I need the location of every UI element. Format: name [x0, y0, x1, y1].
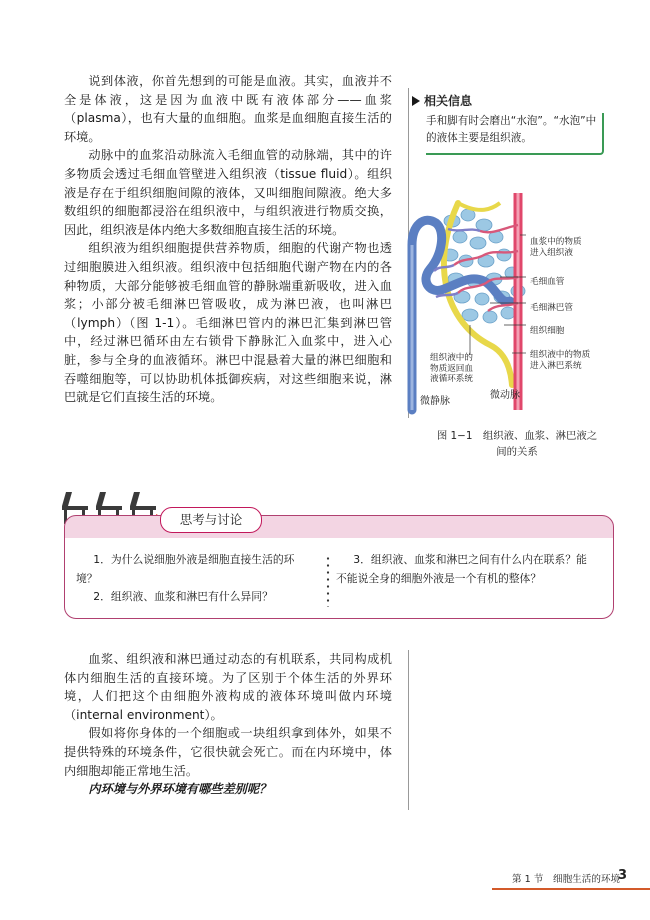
paragraph-2: 动脉中的血浆沿动脉流入毛细血管的动脉端，其中的许多物质会透过毛细血管壁进入组织液（tissue fluid）。组织液是存在于组织细胞间隙的液体，又叫细胞间隙液。绝大多数组织的细胞都浸浴在组织液中，与组织液进行物质交换，因此，组织液是体内绝大多数细胞直接生活的环境。 [64, 148, 392, 237]
main-text-bottom [64, 650, 392, 799]
label-plasma-line2: 进入组织液 [530, 247, 573, 258]
related-info-heading [412, 92, 612, 109]
label-plasma-to-tissue [530, 237, 582, 258]
paragraph-1: 说到体液，你首先想到的可能是血液。其实，血液并不全是体液，这是因为血液中既有液体部分——血浆（plasma），也有大量的血细胞。血浆是血细胞直接生活的环境。 [64, 74, 392, 144]
paragraph-4: 血浆、组织液和淋巴通过动态的有机联系，共同构成机体内细胞生活的直接环境。为了区别于个体生活的外界环境，人们把这个由细胞外液构成的液体环境叫做内环境（internal environment）。 [64, 652, 392, 722]
discussion-left-column [76, 551, 316, 607]
label-tissue-return [430, 353, 473, 385]
label-tissue-cell: 组织细胞 [530, 326, 565, 336]
footer-rule [492, 888, 650, 890]
column-divider-bottom [408, 650, 409, 810]
caption-line-1: 图 1−1 组织液、血浆、淋巴液之 [436, 430, 598, 442]
triangle-bullet-icon [412, 96, 420, 106]
main-text-top [64, 72, 392, 407]
label-return-line2: 物质返回血 [430, 363, 473, 374]
related-info-title: 相关信息 [424, 94, 473, 108]
paragraph-3: 组织液为组织细胞提供营养物质，细胞的代谢产物也透过细胞膜进入组织液。组织液中包括细胞代谢产物在内的各种物质，大部分能够被毛细血管的静脉端重新吸收，进入血浆；小部分被毛细淋巴管吸收，成为淋巴液，也叫淋巴（lymph）（图 1-1）。毛细淋巴管内的淋巴汇集到淋巴管中，经过淋巴循环由左右锁骨下静脉汇入血浆中，进入心脏，参与全身的血液循环。淋巴中混悬着大量的淋巴细胞和吞噬细胞等，可以协助机体抵御疾病，对这些细胞来说，淋巴就是它们直接生活的环境。 [64, 241, 392, 405]
label-return-line3: 液循环系统 [430, 374, 473, 384]
figure-1-1 [400, 185, 640, 415]
question-line: 内环境与外界环境有哪些差别呢？ [88, 782, 272, 797]
discussion-question-1: 1．为什么说细胞外液是细胞直接生活的环境？ [76, 553, 295, 585]
label-lymph-line2: 进入淋巴系统 [530, 360, 582, 371]
discussion-question-3: 3．组织液、血浆和淋巴之间有什么内在联系？能不能说全身的细胞外液是一个有机的整体？ [336, 553, 587, 585]
page-number: 3 [618, 868, 628, 883]
footer-section: 第 1 节 细胞生活的环境 [512, 874, 621, 885]
label-capillary: 毛细血管 [530, 277, 565, 287]
discussion-right-column [336, 551, 596, 588]
label-return-line1: 组织液中的 [430, 353, 473, 363]
caption-line-2: 间的关系 [496, 446, 538, 458]
paragraph-5: 假如将你身体的一个细胞或一块组织拿到体外，如果不提供特殊的环境条件，它很快就会死亡。而在内环境中，体内细胞却能正常地生活。 [64, 726, 392, 778]
dotted-divider [326, 555, 330, 607]
related-info-note [412, 92, 612, 155]
label-arteriole: 微动脉 [490, 390, 520, 401]
label-tissue-to-lymph [530, 350, 590, 371]
related-info-text: 手和脚有时会磨出“水泡”。“水泡”中的液体主要是组织液。 [426, 113, 604, 155]
discussion-question-2: 2．组织液、血浆和淋巴有什么异同？ [93, 590, 273, 603]
label-plasma-line1: 血浆中的物质 [530, 237, 582, 247]
discussion-title: 思考与讨论 [160, 507, 262, 533]
label-lymph-line1: 组织液中的物质 [530, 350, 591, 360]
label-venule: 微静脉 [420, 396, 450, 407]
label-lymph-capillary: 毛细淋巴管 [530, 303, 573, 313]
figure-caption [412, 428, 622, 460]
